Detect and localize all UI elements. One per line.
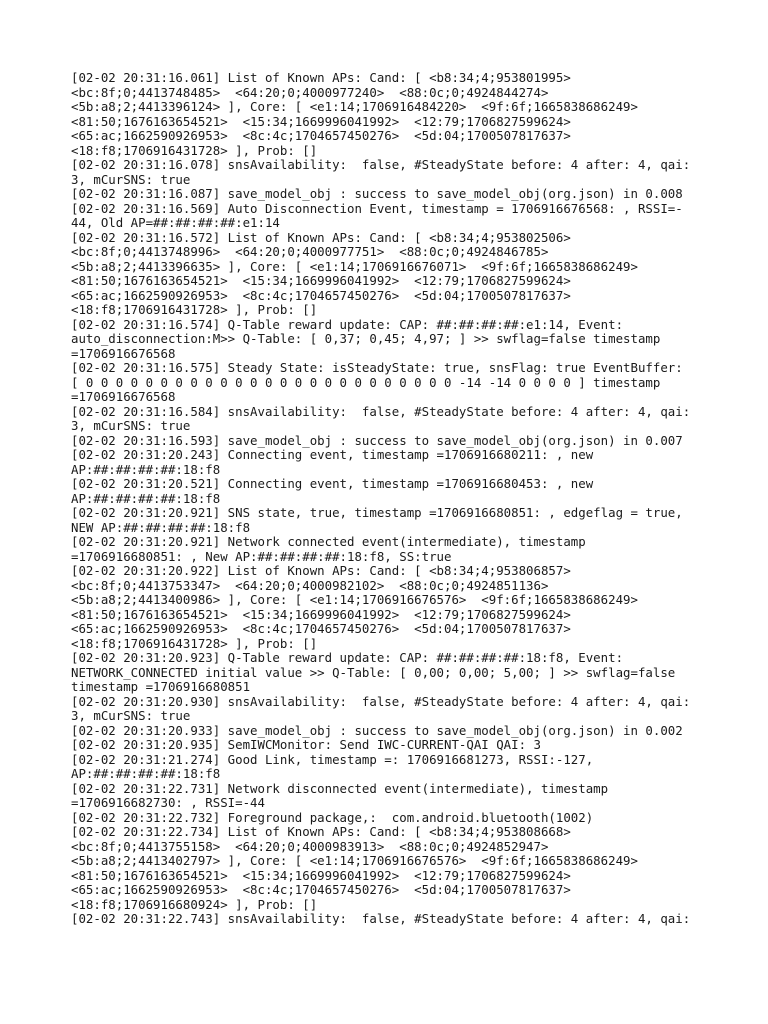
log-line: [02-02 20:31:20.933] save_model_obj : success to save_model_obj(org.json) in 0.002 xyxy=(71,722,683,738)
log-line: <81:50;1676163654521> <15:34;1669996041992> <12:79;1706827599624> xyxy=(71,606,571,622)
log-line: [02-02 20:31:22.732] Foreground package,: com.android.bluetooth(1002) xyxy=(71,809,594,825)
log-line: [02-02 20:31:16.087] save_model_obj : success to save_model_obj(org.json) in 0.008 xyxy=(71,186,683,201)
log-line: [02-02 20:31:20.930] snsAvailability: false, #SteadyState before: 4 after: 4, qai: xyxy=(71,693,691,709)
log-line: AP:##:##:##:##:18:f8 xyxy=(71,766,221,781)
log-line: [02-02 20:31:16.078] snsAvailability: false, #SteadyState before: 4 after: 4, qai: xyxy=(71,157,691,172)
log-line: <65:ac;1662590926953> <8c:4c;1704657450276> <5d:04;1700507817637> xyxy=(71,287,571,303)
log-line: [02-02 20:31:20.521] Connecting event, timestamp =1706916680453: , new xyxy=(71,476,594,491)
log-line: <5b:a8;2;4413402797> ], Core: [ <e1:14;1706916676576> <9f:6f;1665838686249> xyxy=(71,853,638,868)
log-line: <bc:8f;0;4413748485> <64:20;0;4000977240> <88:0c;0;4924844274> xyxy=(71,84,549,100)
log-line: 44, Old AP=##:##:##:##:e1:14 xyxy=(71,215,280,230)
log-line: <81:50;1676163654521> <15:34;1669996041992> <12:79;1706827599624> xyxy=(71,113,571,129)
log-line: [02-02 20:31:16.575] Steady State: isSteadyState: true, snsFlag: true EventBuffer: xyxy=(71,360,683,375)
log-line: =1706916680851: , New AP:##:##:##:##:18:f8, SS:true xyxy=(71,548,452,564)
log-line: <bc:8f;0;4413753347> <64:20;0;4000982102> <88:0c;0;4924851136> xyxy=(71,577,549,593)
log-line: <81:50;1676163654521> <15:34;1669996041992> <12:79;1706827599624> xyxy=(71,867,571,883)
log-line: <18:f8;1706916431728> ], Prob: [] xyxy=(71,142,318,158)
log-line: <18:f8;1706916431728> ], Prob: [] xyxy=(71,635,318,651)
log-line: [02-02 20:31:22.731] Network disconnected event(intermediate), timestamp xyxy=(71,780,609,796)
log-line: =1706916682730: , RSSI=-44 xyxy=(71,795,265,810)
log-line: [ 0 0 0 0 0 0 0 0 0 0 0 0 0 0 0 0 0 0 0 0 0 0 0 0 0 -14 -14 0 0 0 0 ] timestamp xyxy=(71,374,661,390)
log-line: auto_disconnection:M>> Q-Table: [ 0,37; 0,45; 4,97; ] >> swflag=false timestamp xyxy=(71,331,661,346)
log-line: <65:ac;1662590926953> <8c:4c;1704657450276> <5d:04;1700507817637> xyxy=(71,621,571,636)
log-line: [02-02 20:31:16.569] Auto Disconnection Event, timestamp = 1706916676568: , RSSI=- xyxy=(71,200,683,216)
log-line: 3, mCurSNS: true xyxy=(71,418,191,433)
log-line: [02-02 20:31:21.274] Good Link, timestamp =: 1706916681273, RSSI:-127, xyxy=(71,751,594,767)
log-line: <65:ac;1662590926953> <8c:4c;1704657450276> <5d:04;1700507817637> xyxy=(71,128,571,143)
log-line: AP:##:##:##:##:18:f8 xyxy=(71,461,221,477)
log-line: <bc:8f;0;4413755158> <64:20;0;4000983913> <88:0c;0;4924852947> xyxy=(71,838,549,854)
log-line: <5b:a8;2;4413400986> ], Core: [ <e1:14;1706916676576> <9f:6f;1665838686249> xyxy=(71,592,638,607)
log-line: =1706916676568 xyxy=(71,389,176,404)
log-line: [02-02 20:31:16.061] List of Known APs: Cand: [ <b8:34;4;953801995> xyxy=(71,70,571,85)
log-line: [02-02 20:31:22.743] snsAvailability: false, #SteadyState before: 4 after: 4, qai: xyxy=(71,911,691,926)
log-line: timestamp =1706916680851 xyxy=(71,679,251,694)
log-line: [02-02 20:31:16.574] Q-Table reward update: CAP: ##:##:##:##:e1:14, Event: xyxy=(71,316,624,332)
log-line: <5b:a8;2;4413396635> ], Core: [ <e1:14;1706916676071> <9f:6f;1665838686249> xyxy=(71,258,638,274)
log-line: [02-02 20:31:20.921] SNS state, true, timestamp =1706916680851: , edgeflag = true, xyxy=(71,505,683,520)
log-line: [02-02 20:31:20.921] Network connected event(intermediate), timestamp xyxy=(71,534,586,549)
log-line: <18:f8;1706916680924> ], Prob: [] xyxy=(71,896,318,912)
log-line: [02-02 20:31:20.922] List of Known APs: Cand: [ <b8:34;4;953806857> xyxy=(71,563,571,578)
log-line: <bc:8f;0;4413748996> <64:20;0;4000977751> <88:0c;0;4924846785> xyxy=(71,244,549,259)
log-line: 3, mCurSNS: true xyxy=(71,708,191,723)
log-line: 3, mCurSNS: true xyxy=(71,171,191,187)
log-line: [02-02 20:31:16.572] List of Known APs: Cand: [ <b8:34;4;953802506> xyxy=(71,229,571,245)
log-line: <65:ac;1662590926953> <8c:4c;1704657450276> <5d:04;1700507817637> xyxy=(71,882,571,897)
log-line: =1706916676568 xyxy=(71,345,176,361)
log-line: NETWORK_CONNECTED initial value >> Q-Table: [ 0,00; 0,00; 5,00; ] >> swflag=false xyxy=(71,664,676,680)
log-line: [02-02 20:31:16.593] save_model_obj : success to save_model_obj(org.json) in 0.007 xyxy=(71,432,683,448)
log-line: [02-02 20:31:22.734] List of Known APs: Cand: [ <b8:34;4;953808668> xyxy=(71,824,571,839)
log-line: NEW AP:##:##:##:##:18:f8 xyxy=(71,519,251,535)
log-line: [02-02 20:31:20.243] Connecting event, timestamp =1706916680211: , new xyxy=(71,447,594,462)
log-line: <5b:a8;2;4413396124> ], Core: [ <e1:14;1706916484220> <9f:6f;1665838686249> xyxy=(71,99,638,114)
log-text-block xyxy=(71,71,711,927)
log-line: [02-02 20:31:16.584] snsAvailability: false, #SteadyState before: 4 after: 4, qai: xyxy=(71,403,691,419)
log-line: AP:##:##:##:##:18:f8 xyxy=(71,490,221,506)
log-line: [02-02 20:31:20.923] Q-Table reward update: CAP: ##:##:##:##:18:f8, Event: xyxy=(71,650,624,665)
log-line: [02-02 20:31:20.935] SemIWCMonitor: Send IWC-CURRENT-QAI QAI: 3 xyxy=(71,737,541,752)
log-line: <81:50;1676163654521> <15:34;1669996041992> <12:79;1706827599624> xyxy=(71,273,571,288)
log-line: <18:f8;1706916431728> ], Prob: [] xyxy=(71,302,318,317)
